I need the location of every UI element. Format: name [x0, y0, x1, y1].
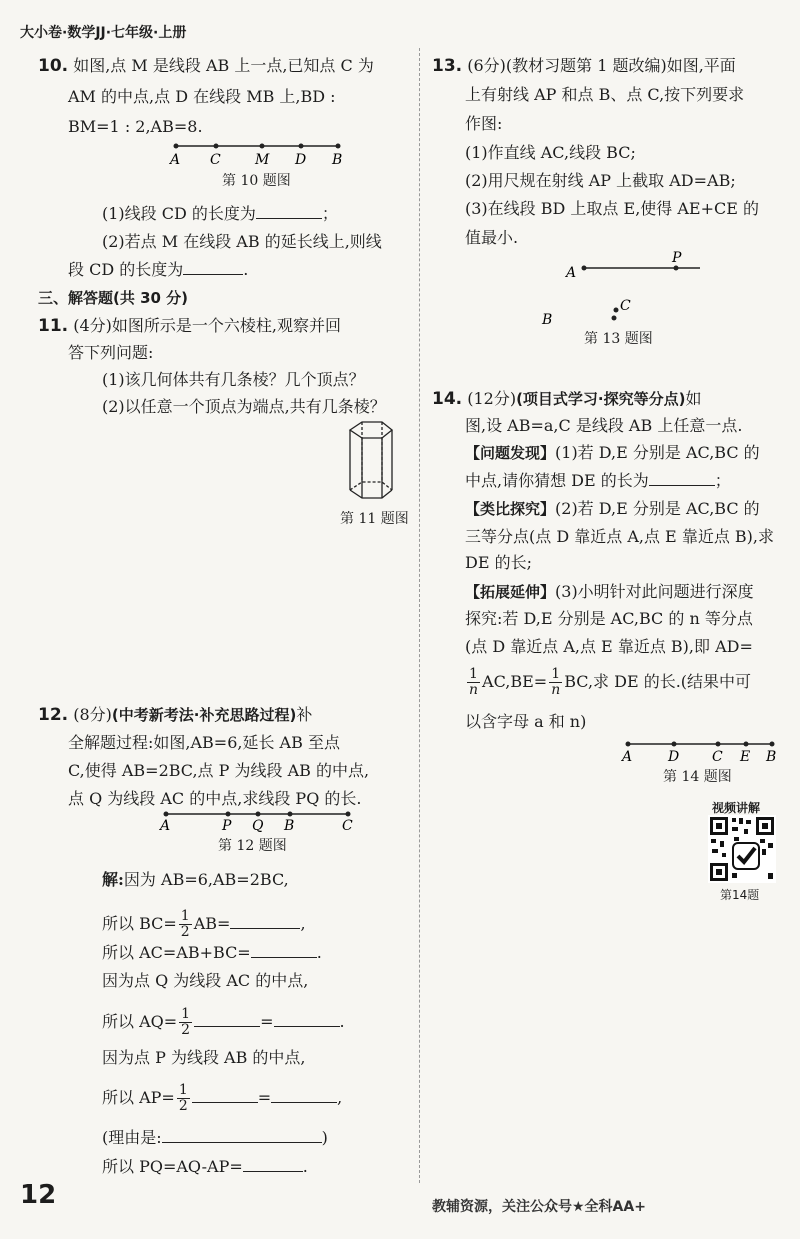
q13-point-c — [614, 308, 619, 313]
q13-point-p — [674, 266, 679, 271]
qr-code-icon[interactable] — [708, 815, 776, 883]
footer-note: 教辅资源，关注公众号★全科AA+ — [432, 1199, 646, 1215]
q12-solution-line4: 因为点 Q 为线段 AC 的中点, — [102, 971, 309, 990]
q12-line3: C,使得 AB=2BC,点 P 为线段 AB 的中点, — [68, 761, 370, 780]
q12-bc-blank[interactable] — [230, 914, 300, 929]
q12-ap-blank1[interactable] — [192, 1088, 258, 1103]
q10-figure — [160, 138, 360, 168]
q11-number: 11. — [38, 316, 69, 336]
q12-line2: 全解题过程:如图,AB=6,延长 AB 至点 — [68, 733, 340, 752]
q14-h2-line3: DE 的长; — [465, 553, 532, 572]
q12-solution-line5: 所以 AQ= $\frac{1}{2}$ = . — [102, 1006, 345, 1038]
q10-point-a — [174, 144, 179, 149]
q10-part2b: 段 CD 的长度为 . — [68, 260, 249, 279]
q14-label-b: B — [766, 749, 777, 765]
q12-number: 12. — [38, 705, 69, 725]
q14-label-e: E — [740, 749, 751, 765]
q14-h2-line1: 【类比探究】(2)若 D,E 分别是 AC,BC 的 — [465, 499, 760, 518]
q10-label-c: C — [210, 152, 221, 168]
q12-point-c — [346, 812, 351, 817]
q10-line3: BM=1 : 2,AB=8. — [68, 117, 203, 136]
q12-label-c: C — [342, 818, 353, 834]
q10-answer1-blank[interactable] — [256, 204, 322, 219]
q13-part1: (1)作直线 AC,线段 BC; — [465, 143, 636, 162]
q12-label-a: A — [160, 818, 171, 834]
q14-point-c — [716, 742, 721, 747]
page-number: 12 — [20, 1180, 57, 1210]
q14-h3-line2: 探究:若 D,E 分别是 AC,BC 的 n 等分点 — [465, 609, 753, 628]
q14-line2: 图,设 AB=a,C 是线段 AB 上任意一点. — [465, 416, 743, 435]
qr-caption: 第14题 — [720, 888, 760, 902]
q13-part3a: (3)在线段 BD 上取点 E,使得 AE+CE 的 — [465, 199, 760, 218]
q13-label-c: C — [620, 298, 631, 314]
q10-number: 10. — [38, 56, 69, 76]
q14-h3-line5: 以含字母 a 和 n) — [465, 712, 587, 731]
q10-point-b — [336, 144, 341, 149]
hexagonal-prism-figure — [340, 418, 400, 506]
q11-part2: (2)以任意一个顶点为端点,共有几条棱？ — [102, 397, 386, 416]
q14-point-a — [626, 742, 631, 747]
q13-line1: 13. (6分)(教材习题第 1 题改编)如图,平面 — [432, 56, 736, 76]
q10-part1: (1)线段 CD 的长度为 ； — [102, 204, 338, 223]
column-divider — [419, 48, 420, 1183]
q14-caption: 第 14 题图 — [663, 769, 732, 785]
q12-solution-line2: 所以 BC= $\frac{1}{2}$ AB= , — [102, 908, 306, 940]
q11-part1: (1)该几何体共有几条棱？几个顶点？ — [102, 370, 365, 389]
q13-label-a: A — [566, 265, 577, 281]
q12-ap-blank2[interactable] — [271, 1088, 337, 1103]
q10-label-d: D — [295, 152, 307, 168]
q13-point-a — [582, 266, 587, 271]
q14-point-b — [770, 742, 775, 747]
q10-label-m: M — [255, 152, 270, 168]
q14-label-a: A — [622, 749, 633, 765]
q14-line1: 14. (12分)(项目式学习·探究等分点)如 — [432, 389, 702, 409]
q13-line2: 上有射线 AP 和点 B、点 C,按下列要求 — [465, 85, 745, 104]
q12-line1: 12. (8分)(中考新考法·补充思路过程)补 — [38, 705, 313, 725]
q14-figure — [610, 736, 785, 766]
q12-solution-line7: 所以 AP= $\frac{1}{2}$ = , — [102, 1082, 343, 1114]
q12-point-b — [288, 812, 293, 817]
q10-point-c — [214, 144, 219, 149]
q12-point-p — [226, 812, 231, 817]
q11-line1: 11. (4分)如图所示是一个六棱柱,观察并回 — [38, 316, 341, 336]
q12-caption: 第 12 题图 — [218, 838, 287, 854]
q12-label-b: B — [284, 818, 295, 834]
q12-point-a — [164, 812, 169, 817]
q14-h3-line3: (点 D 靠近点 A,点 E 靠近点 B),即 AD= — [465, 637, 753, 656]
q14-point-d — [672, 742, 677, 747]
q12-ac-blank[interactable] — [251, 943, 317, 958]
q12-figure — [150, 806, 370, 836]
q12-line4: 点 Q 为线段 AC 的中点,求线段 PQ 的长. — [68, 789, 362, 808]
q12-point-q — [256, 812, 261, 817]
q12-aq-blank1[interactable] — [194, 1012, 260, 1027]
q12-aq-blank2[interactable] — [274, 1012, 340, 1027]
q13-line3: 作图: — [465, 114, 503, 133]
q13-number: 13. — [432, 56, 463, 76]
video-explain-label: 视频讲解 — [712, 801, 761, 815]
q12-reason-blank[interactable] — [162, 1128, 322, 1143]
q14-label-d: D — [668, 749, 680, 765]
q10-label-b: B — [332, 152, 343, 168]
q12-solution-line8: (理由是: ) — [102, 1128, 328, 1147]
q10-answer2-blank[interactable] — [183, 260, 243, 275]
q14-number: 14. — [432, 389, 463, 409]
q10-point-d — [299, 144, 304, 149]
q10-part2a: (2)若点 M 在线段 AB 的延长线上,则线 — [102, 232, 382, 251]
q11-caption: 第 11 题图 — [340, 511, 409, 527]
q12-solution-line1: 解:因为 AB=6,AB=2BC, — [102, 870, 289, 889]
q13-part3b: 值最小. — [465, 228, 519, 247]
q10-line2: AM 的中点,点 D 在线段 MB 上,BD : — [68, 87, 336, 106]
q14-h3-line4: $\frac{1}{n}$ AC,BE= $\frac{1}{n}$ BC,求 DE 的长.(结果中可 — [469, 666, 752, 698]
q11-line2: 答下列问题: — [68, 343, 154, 362]
q13-label-b: B — [542, 312, 553, 328]
q12-pq-blank[interactable] — [243, 1157, 303, 1172]
q14-label-c: C — [712, 749, 723, 765]
q14-h1-line1: 【问题发现】(1)若 D,E 分别是 AC,BC 的 — [465, 443, 760, 462]
q14-de-blank[interactable] — [649, 471, 715, 486]
q12-label-q: Q — [252, 818, 264, 834]
q10-point-m — [260, 144, 265, 149]
q12-solution-line9: 所以 PQ=AQ-AP= . — [102, 1157, 308, 1176]
q13-figure — [542, 246, 710, 330]
q14-h2-line2: 三等分点(点 D 靠近点 A,点 E 靠近点 B),求 — [465, 527, 774, 546]
q10-caption: 第 10 题图 — [222, 173, 291, 189]
q10-label-a: A — [170, 152, 181, 168]
section-3-heading: 三、解答题(共 30 分) — [38, 289, 189, 307]
q12-solution-line3: 所以 AC=AB+BC= . — [102, 943, 322, 962]
q13-part2: (2)用尺规在射线 AP 上截取 AD=AB; — [465, 171, 736, 190]
q13-point-b — [612, 316, 617, 321]
q13-label-p: P — [672, 250, 682, 266]
q12-solution-line6: 因为点 P 为线段 AB 的中点, — [102, 1048, 306, 1067]
q12-label-p: P — [222, 818, 232, 834]
q14-h1-line2: 中点,请你猜想 DE 的长为 ； — [465, 471, 731, 490]
page-header: 大小卷·数学JJ·七年级·上册 — [20, 25, 187, 41]
q14-h3-line1: 【拓展延伸】(3)小明针对此问题进行深度 — [465, 582, 754, 601]
q14-point-e — [744, 742, 749, 747]
q13-caption: 第 13 题图 — [584, 331, 653, 347]
q10-line1: 10. 如图,点 M 是线段 AB 上一点,已知点 C 为 — [38, 56, 374, 76]
